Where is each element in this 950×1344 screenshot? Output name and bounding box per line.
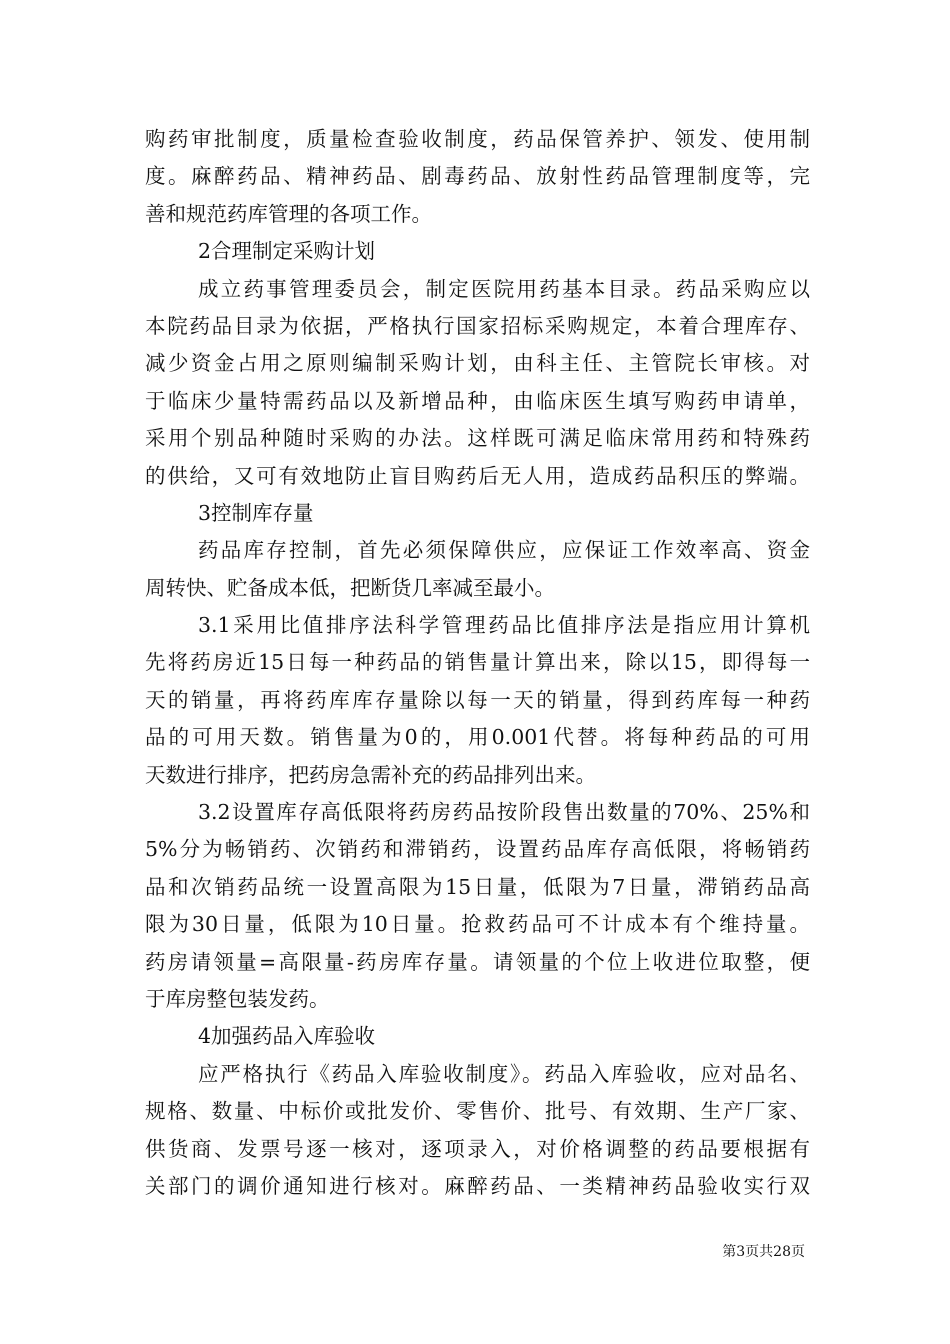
text-line: 3控制库存量 xyxy=(198,500,314,525)
text-line: 药品库存控制，首先必须保障供应，应保证工作效率高、资金 xyxy=(198,538,810,563)
text-line: 4加强药品入库验收 xyxy=(198,1024,376,1049)
text-line: 善和规范药库管理的各项工作。 xyxy=(145,201,432,226)
text-line: 供货商、发票号逐一核对，逐项录入，对价格调整的药品要根据有 xyxy=(145,1136,810,1161)
text-line: 周转快、贮备成本低，把断货几率减至最小。 xyxy=(145,575,555,600)
text-line: 限为30日量，低限为10日量。抢救药品可不计成本有个维持量。 xyxy=(145,912,810,937)
text-line: 天数进行排序，把药房急需补充的药品排列出来。 xyxy=(145,762,596,787)
text-line: 品的可用天数。销售量为0的，用0.001代替。将每种药品的可用 xyxy=(145,725,810,750)
text-line: 本院药品目录为依据，严格执行国家招标采购规定，本着合理库存、 xyxy=(145,313,810,338)
text-line: 应严格执行《药品入库验收制度》。药品入库验收，应对品名、 xyxy=(198,1061,810,1086)
text-line: 采用个别品种随时采购的办法。这样既可满足临床常用药和特殊药 xyxy=(145,426,810,451)
text-line: 3.2设置库存高低限将药房药品按阶段售出数量的70%、25%和 xyxy=(198,800,810,825)
text-line: 规格、数量、中标价或批发价、零售价、批号、有效期、生产厂家、 xyxy=(145,1099,810,1124)
text-line: 度。麻醉药品、精神药品、剧毒药品、放射性药品管理制度等，完 xyxy=(145,164,810,189)
page-number: 第3页共28页 xyxy=(722,1244,805,1260)
text-line: 先将药房近15日每一种药品的销售量计算出来，除以15，即得每一 xyxy=(145,650,810,675)
text-line: 2合理制定采购计划 xyxy=(198,239,376,264)
text-line: 于临床少量特需药品以及新增品种，由临床医生填写购药申请单， xyxy=(145,388,810,413)
text-line: 减少资金占用之原则编制采购计划，由科主任、主管院长审核。对 xyxy=(145,351,810,376)
text-line: 的供给，又可有效地防止盲目购药后无人用，造成药品积压的弊端。 xyxy=(145,463,810,488)
text-line: 药房请领量=高限量-药房库存量。请领量的个位上收进位取整，便 xyxy=(145,949,810,974)
text-line: 成立药事管理委员会，制定医院用药基本目录。药品采购应以 xyxy=(198,276,810,301)
text-line: 购药审批制度，质量检查验收制度，药品保管养护、领发、使用制 xyxy=(145,127,810,151)
text-line: 天的销量，再将药库库存量除以每一天的销量，得到药库每一种药 xyxy=(145,687,810,712)
text-line: 关部门的调价通知进行核对。麻醉药品、一类精神药品验收实行双 xyxy=(145,1173,810,1198)
text-line: 品和次销药品统一设置高限为15日量，低限为7日量，滞销药品高 xyxy=(145,874,810,899)
text-line: 于库房整包装发药。 xyxy=(145,986,330,1011)
text-line: 3.1采用比值排序法科学管理药品比值排序法是指应用计算机 xyxy=(198,613,810,638)
body-text xyxy=(145,121,810,1205)
text-line: 5%分为畅销药、次销药和滞销药，设置药品库存高低限，将畅销药 xyxy=(145,837,810,862)
